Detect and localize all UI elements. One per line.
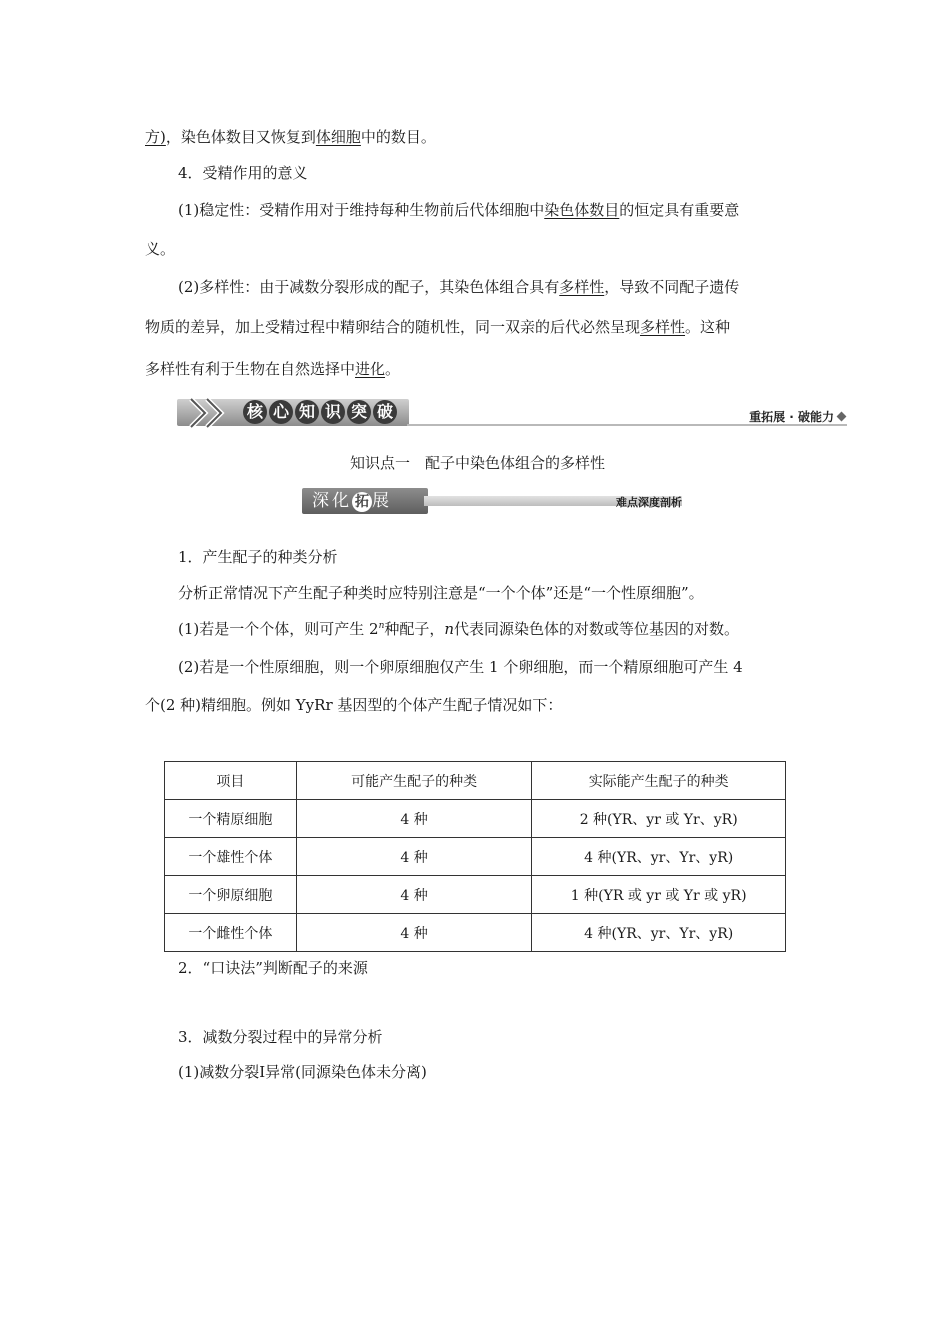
text-run: 物质的差异，加上受精过程中精卵结合的随机性，同一双亲的后代必然呈现 [145,318,641,336]
table-cell: 4 种 [296,914,532,952]
text-run: 。 [385,360,401,378]
banner-tagline [749,408,845,425]
paragraph: (1)减数分裂Ⅰ异常(同源染色体未分离) [178,1063,427,1081]
table-cell: 4 种(YR、yr、Yr、yR) [532,838,786,876]
section-heading-3: 3．减数分裂过程中的异常分析 [178,1028,383,1046]
table-cell: 4 种 [296,800,532,838]
text-line-5 [178,277,739,297]
diamond-icon [837,412,847,422]
banner-char: 破 [373,400,397,424]
paragraph: (2)若是一个性原细胞，则一个卵原细胞仅产生 1 个卵细胞，而一个精原细胞可产生 4 [178,658,743,676]
text-run: (2)多样性：由于减数分裂形成的配子，其染色体组合具有 [178,278,560,296]
banner-circle-char: 拓 [352,492,372,512]
table-header-row [165,762,786,800]
section-banner-deepening [302,488,682,514]
banner-tagline: 难点深度剖析 [616,496,682,509]
underlined-answer: 多样性 [640,318,686,336]
banner-title-part: 深化 [312,491,352,511]
text-line-3 [178,200,739,220]
table-cell: 4 种(YR、yr、Yr、yR) [532,914,786,952]
banner-char: 识 [321,400,345,424]
text-run: 种配子， [384,620,445,638]
text-line-1 [145,127,436,147]
double-chevron-icon [187,395,237,431]
table-row [165,914,786,952]
table-cell: 一个雌性个体 [165,914,297,952]
table-cell: 4 种 [296,876,532,914]
table-header: 可能产生配子的种类 [296,762,532,800]
section-heading-1: 1．产生配子的种类分析 [178,548,338,566]
text-run: 的恒定具有重要意 [619,201,740,219]
section-heading-2: 2．“口诀法”判断配子的来源 [178,959,368,977]
underlined-answer: 染色体数目 [544,201,620,219]
banner-char: 核 [243,400,267,424]
banner-char: 知 [295,400,319,424]
underlined-answer: 方) [145,128,166,146]
banner-char: 心 [269,400,293,424]
text-line-6 [145,317,730,337]
table-cell: 一个卵原细胞 [165,876,297,914]
banner-char: 突 [347,400,371,424]
text-run: 。这种 [685,318,731,336]
section-banner-core-knowledge [177,395,847,431]
table-header: 实际能产生配子的种类 [532,762,786,800]
text-run: ，染色体数目又恢复到 [165,128,316,146]
table-row [165,838,786,876]
subheading-fertilization-meaning: 4．受精作用的意义 [178,164,308,182]
underlined-answer: 进化 [355,360,386,378]
text-run: (1)稳定性：受精作用对于维持每种生物前后代体细胞中 [178,201,545,219]
table-row [165,876,786,914]
table-cell: 一个精原细胞 [165,800,297,838]
paragraph [178,619,739,639]
table-cell: 1 种(YR 或 yr 或 Yr 或 yR) [532,876,786,914]
text-run: 多样性有利于生物在自然选择中 [145,360,356,378]
text-run: 中的数目。 [360,128,436,146]
superscript: n [378,621,385,631]
text-run: 代表同源染色体的对数或等位基因的对数。 [454,620,740,638]
banner-title [312,490,392,512]
text-run: (1)若是一个个体，则可产生 2 [178,620,379,638]
table-row [165,800,786,838]
table-cell: 2 种(YR、yr 或 Yr、yR) [532,800,786,838]
table-cell: 一个雄性个体 [165,838,297,876]
text-line-7 [145,359,400,379]
knowledge-point-title: 知识点一 配子中染色体组合的多样性 [350,454,606,472]
underlined-answer: 体细胞 [315,128,361,146]
paragraph: 个(2 种)精细胞。例如 YyRr 基因型的个体产生配子情况如下： [145,696,563,714]
banner-title-part: 展 [372,491,392,511]
table-cell: 4 种 [296,838,532,876]
table-header: 项目 [165,762,297,800]
text-run: ，导致不同配子遗传 [604,278,740,296]
paragraph: 分析正常情况下产生配子种类时应特别注意是“一个个体”还是“一个性原细胞”。 [178,584,704,602]
gamete-types-table [164,761,786,952]
variable-n: n [444,620,455,638]
banner-title [243,400,397,424]
banner-tagline-text: 重拓展 · 破能力 [749,410,834,424]
text-line-4: 义。 [145,240,176,258]
underlined-answer: 多样性 [559,278,605,296]
